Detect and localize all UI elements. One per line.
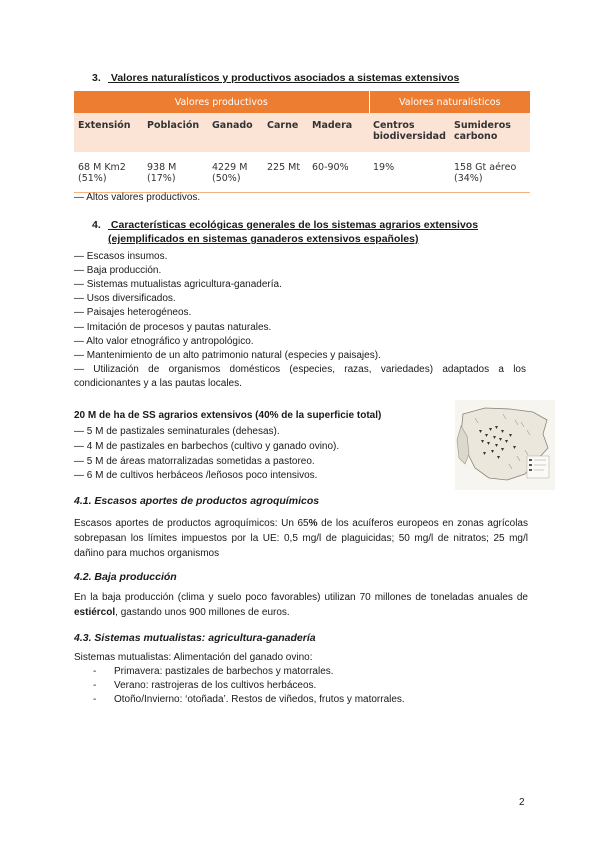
col-madera: Madera [308, 113, 369, 152]
list-item: — Utilización de organismos domésticos (especies, razas, variedades) adaptados a los condicionantes y a las pautas locales. [74, 364, 526, 390]
feeding-list [93, 665, 405, 708]
table-row [74, 152, 530, 193]
cell-ganado: 4229 M (50%) [208, 152, 263, 193]
subsection-4-1-title: 4.1. Escasos aportes de productos agroquímicos [74, 495, 320, 507]
paragraph-4-1: Escasos aportes de productos agroquímicos: Un 65% de los acuíferos europeos en zonas agrícolas sobrepasan los límites impuestos por la UE: 0,5 mg/l de plaguicidas; 50 mg/l de nitratos; 25 mg/l dañino para muchos organismos [74, 518, 528, 559]
values-table [74, 91, 530, 193]
list-item: — Baja producción. [74, 265, 162, 276]
cell-centros: 19% [369, 152, 450, 193]
list-item: — 6 M de cultivos herbáceos /leñosos poco intensivos. [74, 470, 318, 481]
col-poblacion: Población [143, 113, 208, 152]
page-number: 2 [519, 797, 525, 808]
list-item: — Alto valor etnográfico y antropológico. [74, 336, 254, 347]
spain-map-figure [455, 400, 555, 490]
subsection-4-3-title: 4.3. Sistemas mutualistas: agricultura-ganadería [74, 632, 316, 644]
cell-madera: 60-90% [308, 152, 369, 193]
surface-heading: 20 M de ha de SS agrarios extensivos (40% de la superficie total) [74, 410, 382, 421]
paragraph-4-2: En la baja producción (clima y suelo poco favorables) utilizan 70 millones de toneladas anuales de estiércol, gastando unos 900 millones de euros. [74, 592, 528, 618]
col-sumideros: Sumideros carbono [450, 113, 530, 152]
cell-sumideros: 158 Gt aéreo (34%) [450, 152, 530, 193]
list-item: — Escasos insumos. [74, 251, 168, 262]
table-group-header [74, 91, 530, 113]
col-ganado: Ganado [208, 113, 263, 152]
paragraph-4-3-intro: Sistemas mutualistas: Alimentación del ganado ovino: [74, 652, 313, 663]
section-4-title: 4. Características ecológicas generales de los sistemas agrarios extensivos [92, 219, 479, 231]
list-item: — Mantenimiento de un alto patrimonio natural (especies y paisajes). [74, 350, 381, 361]
subsection-4-2-title: 4.2. Baja producción [74, 571, 177, 583]
section-3-title: 3. Valores naturalísticos y productivos asociados a sistemas extensivos [92, 72, 460, 84]
list-item: — 4 M de pastizales en barbechos (cultivo y ganado ovino). [74, 441, 340, 452]
col-centros: Centros biodiversidad [369, 113, 450, 152]
group-productivos: Valores productivos [74, 91, 369, 113]
list-item: — 5 M de pastizales seminaturales (dehesas). [74, 426, 280, 437]
table-header-row [74, 113, 530, 152]
cell-extension: 68 M Km2 (51%) [74, 152, 143, 193]
list-item: — 5 M de áreas matorralizadas sometidas a pastoreo. [74, 456, 315, 467]
list-item: — Imitación de procesos y pautas naturales. [74, 322, 272, 333]
list-item: — Usos diversificados. [74, 293, 176, 304]
list-item: - Primavera: pastizales de barbechos y matorrales. [93, 666, 334, 677]
cell-carne: 225 Mt [263, 152, 308, 193]
cell-poblacion: 938 M (17%) [143, 152, 208, 193]
col-extension: Extensión [74, 113, 143, 152]
col-carne: Carne [263, 113, 308, 152]
group-naturalisticos: Valores naturalísticos [369, 91, 530, 113]
list-item: - Verano: rastrojeras de los cultivos herbáceos. [93, 680, 317, 692]
list-item: — Sistemas mutualistas agricultura-ganadería. [74, 279, 282, 290]
list-item: — Paisajes heterogéneos. [74, 307, 192, 318]
list-item: - Otoño/Invierno: ‘otoñada’. Restos de viñedos, frutos y matorrales. [93, 694, 405, 706]
section-4-title-line2: (ejemplificados en sistemas ganaderos extensivos españoles) [108, 233, 419, 245]
note-productivos: — Altos valores productivos. [74, 192, 201, 203]
